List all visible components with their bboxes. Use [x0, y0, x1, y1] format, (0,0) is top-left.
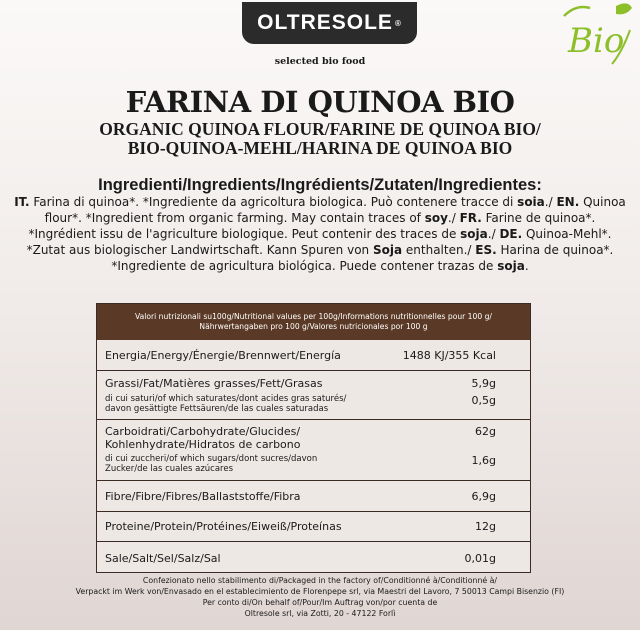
sugars-label-line-1: di cui zuccheri/of which sugars/dont sucres/davon	[105, 454, 318, 464]
subtitle-line-2: BIO-QUINOA-MEHL/HARINA DE QUINOA BIO	[127, 138, 513, 158]
ingredients-emphasis: ES.	[475, 243, 497, 257]
saturates-label	[105, 394, 346, 414]
logo-text: OLTRESOLE	[257, 11, 393, 34]
nutrition-row-salt	[97, 542, 530, 574]
saturates-value: 0,5g	[471, 394, 496, 407]
product-title: FARINA DI QUINOA BIO	[125, 85, 515, 119]
ingredients-emphasis: soia	[517, 195, 545, 209]
footer-line-3: Per conto di/On behalf of/Pour/Im Auftrag von/por cuenta de	[202, 598, 438, 607]
nutrition-row-energy	[97, 340, 530, 371]
sugars-label	[105, 454, 317, 474]
protein-label: Proteine/Protein/Protéines/Eiweiß/Proteínas	[105, 520, 342, 533]
bio-badge-text: Bio	[568, 21, 625, 61]
carbs-label-line-1: Carboidrati/Carbohydrate/Glucides/	[105, 425, 301, 438]
ingredients-segment: Harina de quinoa*. *Ingrediente de agricultura biológica. Puede contener trazas de	[111, 243, 614, 273]
nutrition-header-line-1: Valori nutrizionali su100g/Nutritional values per 100g/Informations nutritionnelles pour 100 g/	[135, 312, 492, 321]
nutrition-table-header	[97, 304, 530, 340]
ingredients-emphasis: soja	[497, 259, 525, 273]
product-subtitle	[0, 120, 640, 158]
ingredients-segment: Quinoa-Mehl*. *Zutat aus biologischer Landwirtschaft. Kann Spuren von	[26, 227, 612, 257]
nutrition-row-fat	[97, 371, 530, 420]
ingredients-emphasis: FR.	[459, 211, 482, 225]
ingredients-text	[10, 194, 630, 274]
ingredients-segment: .	[524, 259, 529, 273]
ingredients-emphasis: IT.	[14, 195, 30, 209]
salt-label: Sale/Salt/Sel/Salz/Sal	[105, 552, 221, 565]
footer-line-1: Confezionato nello stabilimento di/Packaged in the factory of/Conditionné à/Conditionné à/	[142, 576, 498, 585]
fibre-label: Fibre/Fibre/Fibres/Ballaststoffe/Fibra	[105, 490, 301, 503]
ingredients-segment: ./	[487, 227, 500, 241]
fat-value: 5,9g	[471, 377, 496, 390]
ingredients-segment: Farine de quinoa*. *Ingrédient issu de l'agriculture biologique. Peut contenir des traces de	[28, 211, 596, 241]
ingredients-heading: Ingredienti/Ingredients/Ingrédients/Zutaten/Ingredientes:	[98, 176, 542, 194]
packaging-footer	[0, 575, 640, 619]
carbs-label-line-2: Kohlenhydrate/Hidratos de carbono	[105, 438, 301, 451]
ingredients-emphasis: Soja	[372, 243, 403, 257]
salt-value: 0,01g	[464, 552, 496, 565]
footer-line-4: Oltresole srl, via Zotti, 20 - 47122 Forlì	[244, 609, 396, 618]
oltresole-logo	[242, 2, 417, 44]
energy-value: 1488 KJ/355 Kcal	[402, 349, 496, 362]
saturates-label-line-1: di cui saturi/of which saturates/dont acides gras saturés/	[105, 394, 347, 404]
protein-value: 12g	[475, 520, 496, 533]
ingredients-segment: ./	[447, 211, 460, 225]
nutrition-row-fibre	[97, 481, 530, 512]
ingredients-segment: enthalten./	[402, 243, 476, 257]
nutrition-header-line-2: Nährwertangaben pro 100 g/Valores nutricionales por 100 g	[199, 322, 428, 331]
ingredients-segment: Quinoa flour*. *Ingredient from organic farming. May contain traces of	[44, 195, 626, 225]
carbs-label	[105, 425, 301, 451]
nutrition-row-carbohydrate	[97, 420, 530, 481]
ingredients-emphasis: soja	[460, 227, 488, 241]
saturates-label-line-2: davon gesättigte Fettsäuren/de las cuales saturadas	[105, 404, 329, 414]
bio-badge-icon	[556, 2, 634, 72]
sugars-label-line-2: Zucker/de las cuales azúcares	[105, 464, 234, 474]
registered-mark: ®	[394, 18, 402, 28]
ingredients-emphasis: EN.	[556, 195, 580, 209]
ingredients-segment: Farina di quinoa*. *Ingrediente da agricoltura biologica. Può contenere tracce di	[29, 195, 518, 209]
sugars-value: 1,6g	[471, 454, 496, 467]
energy-label: Energia/Energy/Énergie/Brennwert/Energía	[105, 349, 341, 362]
fibre-value: 6,9g	[471, 490, 496, 503]
brand-tagline: selected bio food	[274, 56, 366, 67]
carbs-value: 62g	[475, 425, 496, 438]
fat-label: Grassi/Fat/Matières grasses/Fett/Grasas	[105, 377, 323, 390]
nutrition-table	[96, 303, 531, 573]
footer-line-2: Verpackt im Werk von/Envasado en el establecimiento de Florenpepe srl, via Maestri del Lavoro, 7 50013 Campi Bisenzio (FI)	[75, 587, 565, 596]
ingredients-segment: ./	[544, 195, 557, 209]
nutrition-row-protein	[97, 512, 530, 542]
ingredients-emphasis: DE.	[499, 227, 523, 241]
ingredients-emphasis: soy	[424, 211, 448, 225]
subtitle-line-1: ORGANIC QUINOA FLOUR/FARINE DE QUINOA BIO/	[99, 119, 541, 139]
